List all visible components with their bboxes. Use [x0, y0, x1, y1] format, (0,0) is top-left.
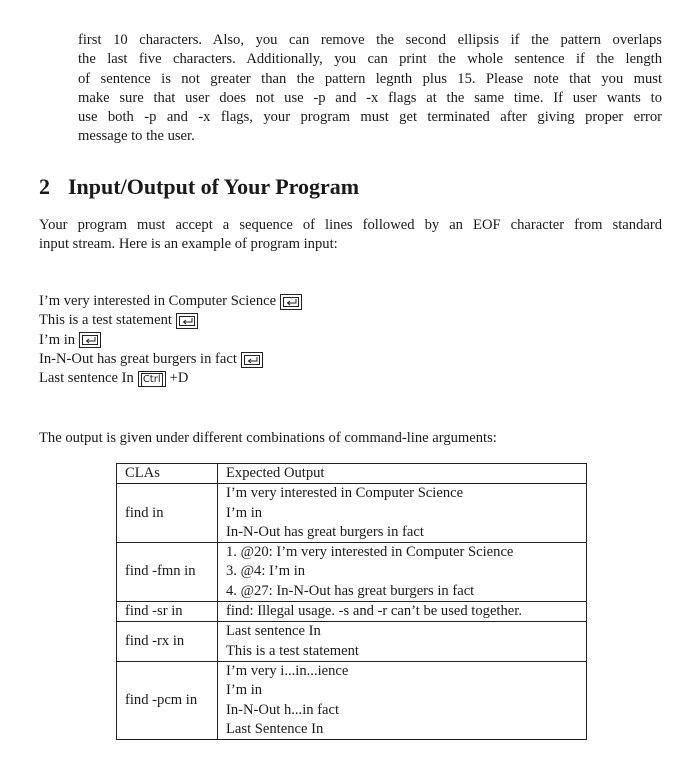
- output-line: I’m very interested in Computer Science: [226, 485, 464, 502]
- output-line: I’m in: [226, 504, 263, 521]
- output-cell: [218, 602, 587, 622]
- top-paragraph: [78, 31, 662, 147]
- key-combo-suffix: +D: [169, 370, 189, 387]
- results-table: [116, 463, 587, 740]
- output-line: find: Illegal usage. -s and -r can’t be used together.: [226, 603, 522, 620]
- output-line: In-N-Out has great burgers in fact: [226, 523, 424, 540]
- input-example-text: This is a test statement: [39, 312, 172, 329]
- output-cell: [218, 661, 587, 739]
- header-expected-output: Expected Output: [218, 464, 587, 484]
- output-line: 3. @4: I’m in: [226, 563, 306, 580]
- top-paragraph-line: first 10 characters. Also, you can remove the second ellipsis if the pattern overlaps: [78, 32, 662, 48]
- intro-paragraph: [39, 216, 662, 255]
- input-example-text: I’m in: [39, 331, 76, 348]
- top-paragraph-line: use both -p and -x flags, your program must get terminated after giving proper error: [78, 109, 662, 126]
- output-line: Last Sentence In: [226, 720, 324, 737]
- header-clas: CLAs: [117, 464, 218, 484]
- input-example-text: I’m very interested in Computer Science: [39, 293, 277, 309]
- top-paragraph-line: make sure that user does not use -p and -x flags at the same time. If user wants to: [78, 89, 662, 106]
- output-cell: [218, 622, 587, 662]
- section-title: Input/Output of Your Program: [68, 174, 360, 199]
- input-example-line: [39, 350, 302, 369]
- table-row: [117, 602, 587, 622]
- input-example-line: [39, 369, 302, 388]
- cla-cell: find -pcm in: [117, 661, 218, 739]
- top-paragraph-line: the last five characters. Additionally, you can print the whole sentence if the length: [78, 51, 662, 68]
- table-header-row: [117, 464, 587, 484]
- output-line: This is a test statement: [226, 642, 359, 659]
- intro-paragraph-line: input stream. Here is an example of program input:: [39, 236, 338, 253]
- output-line: 4. @27: In-N-Out has great burgers in fact: [226, 582, 475, 599]
- input-example-line: [39, 292, 302, 311]
- cla-cell: find -rx in: [117, 622, 218, 662]
- enter-key-icon: [280, 294, 302, 310]
- output-line: 1. @20: I’m very interested in Computer Science: [226, 544, 514, 561]
- input-example-text: In-N-Out has great burgers in fact: [39, 350, 237, 367]
- output-cell: [218, 484, 587, 543]
- input-example-block: [39, 292, 302, 388]
- section-number: 2: [39, 174, 50, 199]
- output-intro: The output is given under different combinations of command-line arguments:: [39, 430, 497, 446]
- input-example-line: [39, 331, 302, 350]
- table-row: [117, 484, 587, 543]
- cla-cell: find -sr in: [117, 602, 218, 622]
- top-paragraph-line: of sentence is not greater than the pattern legnth plus 15. Please note that you must: [78, 70, 662, 87]
- input-example-text: Last sentence In: [39, 370, 134, 387]
- cla-cell: find in: [117, 484, 218, 543]
- output-line: Last sentence In: [226, 623, 321, 640]
- output-line: I’m very i...in...ience: [226, 662, 349, 679]
- output-line: I’m in: [226, 682, 263, 699]
- ctrl-key-label: Ctrl: [142, 373, 161, 385]
- table-row: [117, 661, 587, 739]
- table-row: [117, 543, 587, 602]
- section-heading: [39, 174, 359, 200]
- enter-key-icon: [176, 313, 198, 329]
- enter-key-icon: [79, 332, 101, 348]
- intro-paragraph-line: Your program must accept a sequence of lines followed by an EOF character from standard: [39, 217, 662, 233]
- enter-key-icon: [241, 352, 263, 368]
- output-cell: [218, 543, 587, 602]
- cla-cell: find -fmn in: [117, 543, 218, 602]
- output-line: In-N-Out h...in fact: [226, 701, 340, 718]
- table-row: [117, 622, 587, 662]
- top-paragraph-line: message to the user.: [78, 128, 195, 145]
- ctrl-key-icon: [138, 371, 166, 387]
- input-example-line: [39, 311, 302, 330]
